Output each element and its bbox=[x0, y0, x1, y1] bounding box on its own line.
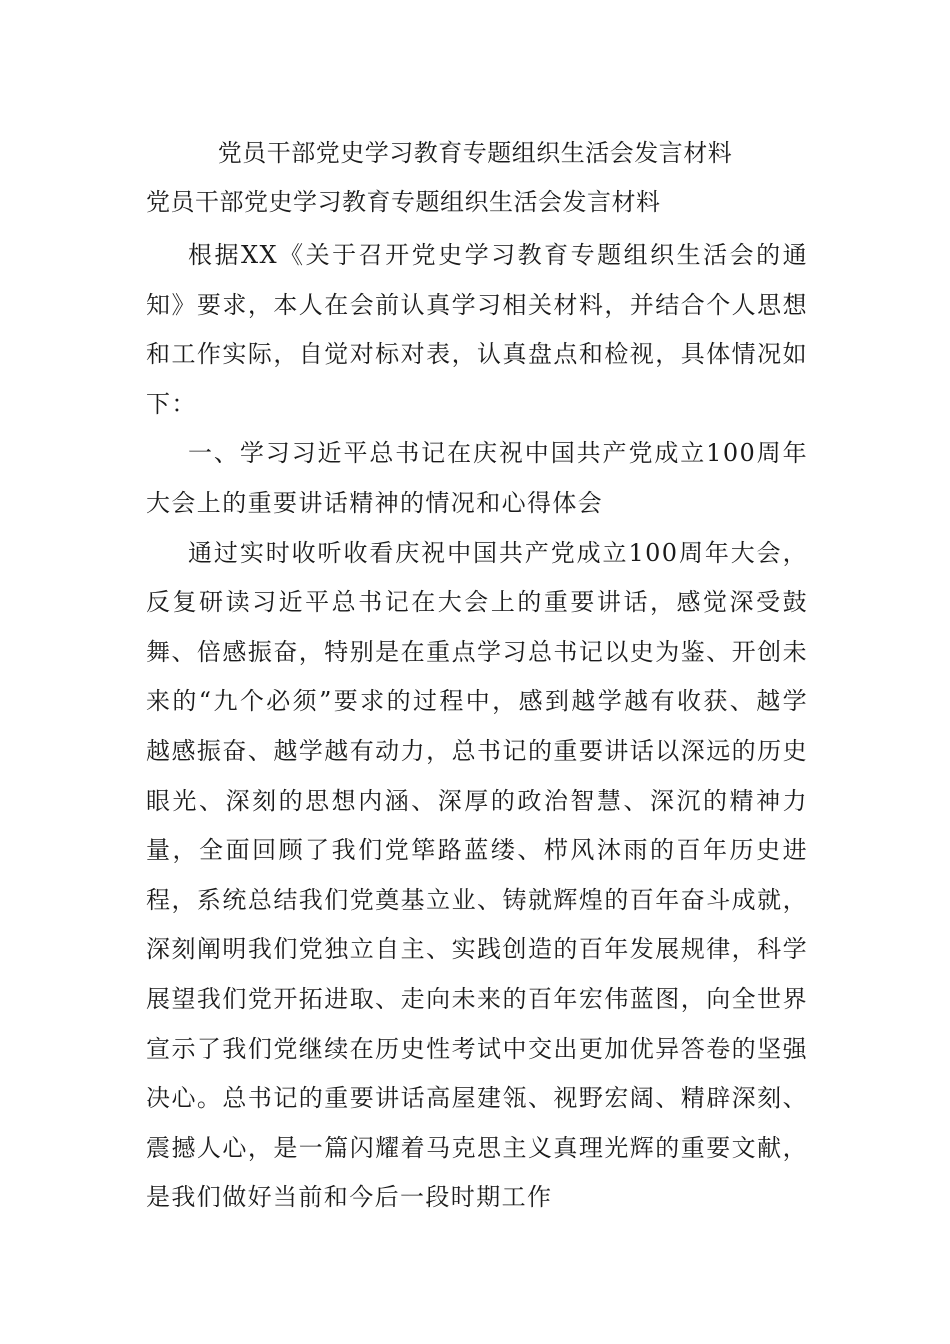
section-heading: 一、学习习近平总书记在庆祝中国共产党成立100周年大会上的重要讲话精神的情况和心得体会 bbox=[146, 439, 808, 517]
paragraph-reflection: 通过实时收听收看庆祝中国共产党成立100周年大会，反复研读习近平总书记在大会上的重要讲话，感觉深受鼓舞、倍感振奋，特别是在重点学习总书记以史为鉴、开创未来的“九个必须”要求的过程中，感到越学越有收获、越学越感振奋、越学越有动力，总书记的重要讲话以深远的历史眼光、深刻的思想内涵、深厚的政治智慧、深沉的精神力量，全面回顾了我们党筚路蓝缕、栉风沐雨的百年历史进程，系统总结我们党奠基立业、铸就辉煌的百年奋斗成就，深刻阐明我们党独立自主、实践创造的百年发展规律，科学展望我们党开拓进取、走向未来的百年宏伟蓝图，向全世界宣示了我们党继续在历史性考试中交出更加优异答卷的坚强决心。总书记的重要讲话高屋建瓴、视野宏阔、精辟深刻、震撼人心，是一篇闪耀着马克思主义真理光辉的重要文献，是我们做好当前和今后一段时期工作 bbox=[146, 538, 808, 1212]
document-title: 党员干部党史学习教育专题组织生活会发言材料 bbox=[217, 139, 733, 167]
paragraph-intro: 根据XX《关于召开党史学习教育专题组织生活会的通知》要求，本人在会前认真学习相关材料，并结合个人思想和工作实际，自觉对标对表，认真盘点和检视，具体情况如下： bbox=[146, 241, 808, 418]
document-body bbox=[146, 231, 808, 1223]
document-subtitle: 党员干部党史学习教育专题组织生活会发言材料 bbox=[146, 188, 661, 216]
